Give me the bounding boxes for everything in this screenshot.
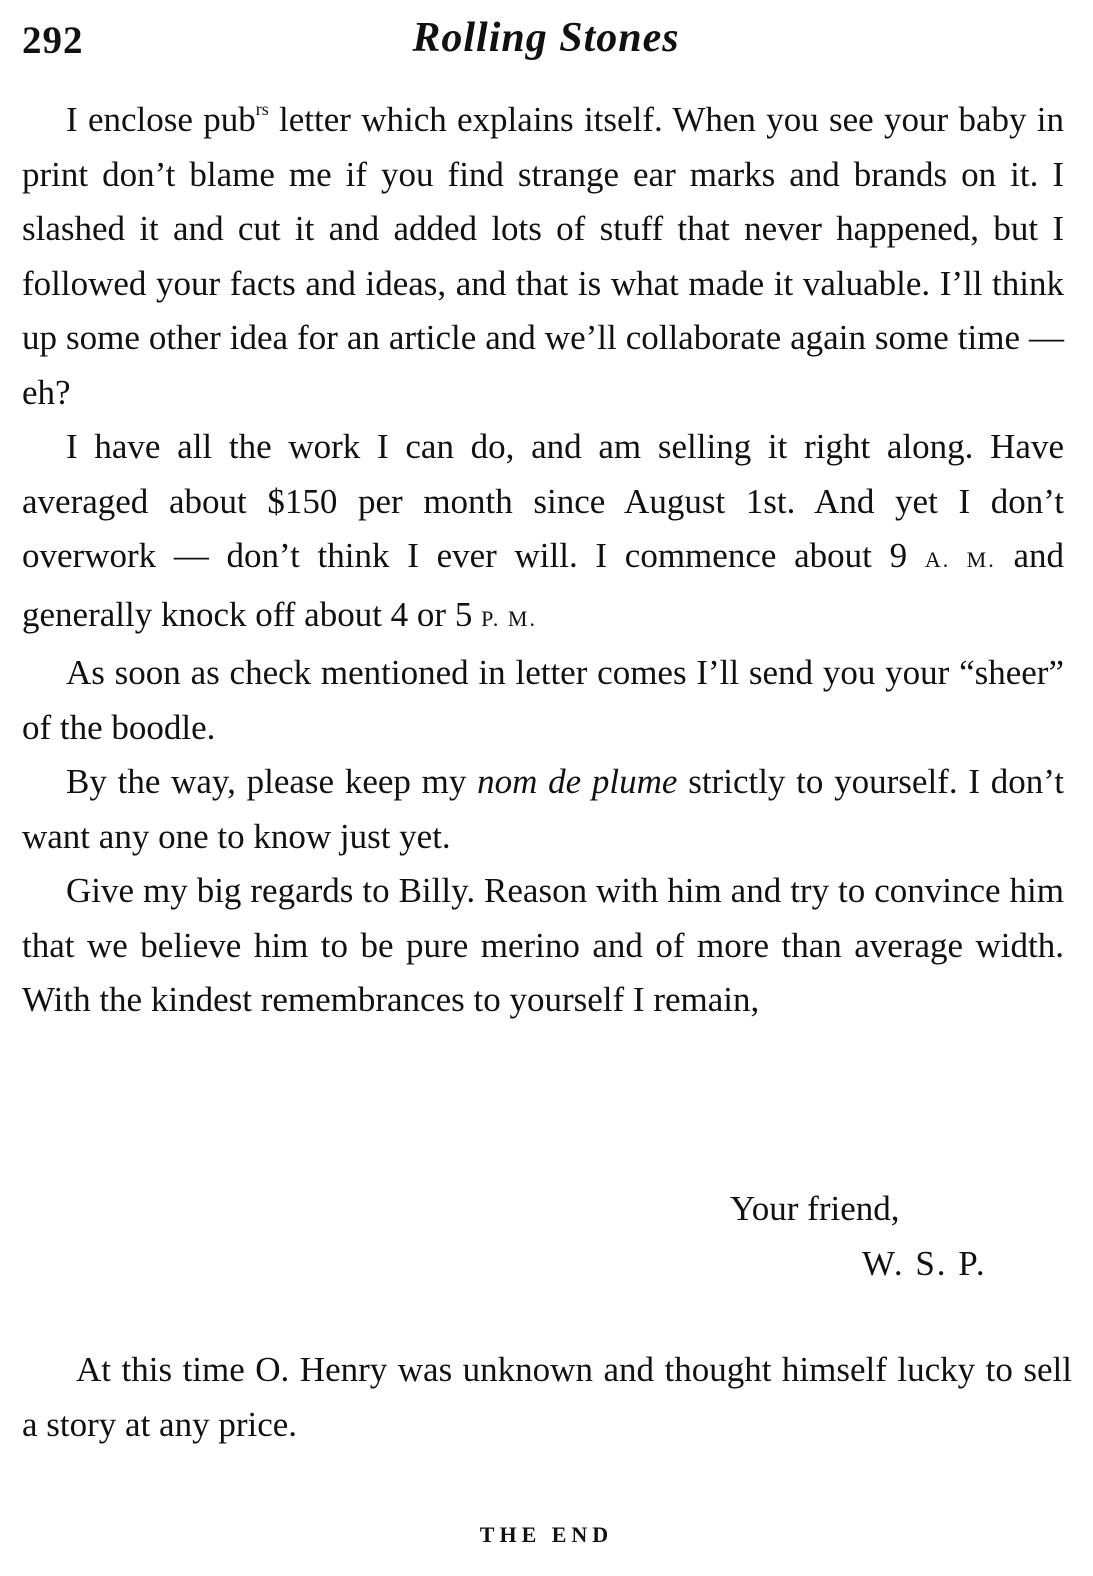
letter-paragraph-2: I have all the work I can do, and am selling it right along. Have averaged about $150 per month since August 1st. And yet I don’t overwork — don’t think I ever will. I commence about 9 A. M. and generally knock off about 4 or 5 P. M. bbox=[22, 427, 1064, 634]
page-number: 292 bbox=[22, 19, 84, 62]
signature-initials: W. S. P. bbox=[862, 1244, 987, 1283]
running-title: Rolling Stones bbox=[412, 15, 680, 61]
italic-nom-de-plume: nom de plume bbox=[477, 762, 678, 801]
letter-paragraph-4: By the way, please keep my nom de plume strictly to yourself. I don’t want any one to know just yet. bbox=[22, 762, 1064, 856]
closing-salutation: Your friend, bbox=[730, 1189, 900, 1228]
superscript-rs: rs bbox=[255, 99, 269, 119]
note-paragraph: At this time O. Henry was unknown and thought himself lucky to sell a story at any price. bbox=[22, 1350, 1072, 1444]
editorial-note bbox=[22, 1343, 1072, 1452]
letter-paragraph-5: Give my big regards to Billy. Reason with him and try to convince him that we believe him to be pure merino and of more than average width. With the kindest remembrances to yourself I remain, bbox=[22, 871, 1064, 1019]
letter-paragraph-3: As soon as check mentioned in letter comes I’ll send you your “sheer” of the boodle. bbox=[22, 653, 1064, 747]
page-header bbox=[22, 14, 1070, 74]
the-end-label: THE END bbox=[479, 1522, 614, 1547]
letter-paragraph-1: I enclose pub$^{rs}$ letter which explains itself. When you see your baby in print don’t blame me if you find strange ear marks and brands on it. I slashed it and cut it and added lots of stuff that never happened, but I followed your facts and ideas, and that is what made it valuable. I’ll think up some other idea for an article and we’ll collaborate again some time — eh? bbox=[22, 99, 1065, 412]
time-am: A. M. bbox=[924, 547, 996, 572]
time-pm: P. M. bbox=[481, 605, 537, 631]
letter-body bbox=[22, 93, 1064, 1028]
